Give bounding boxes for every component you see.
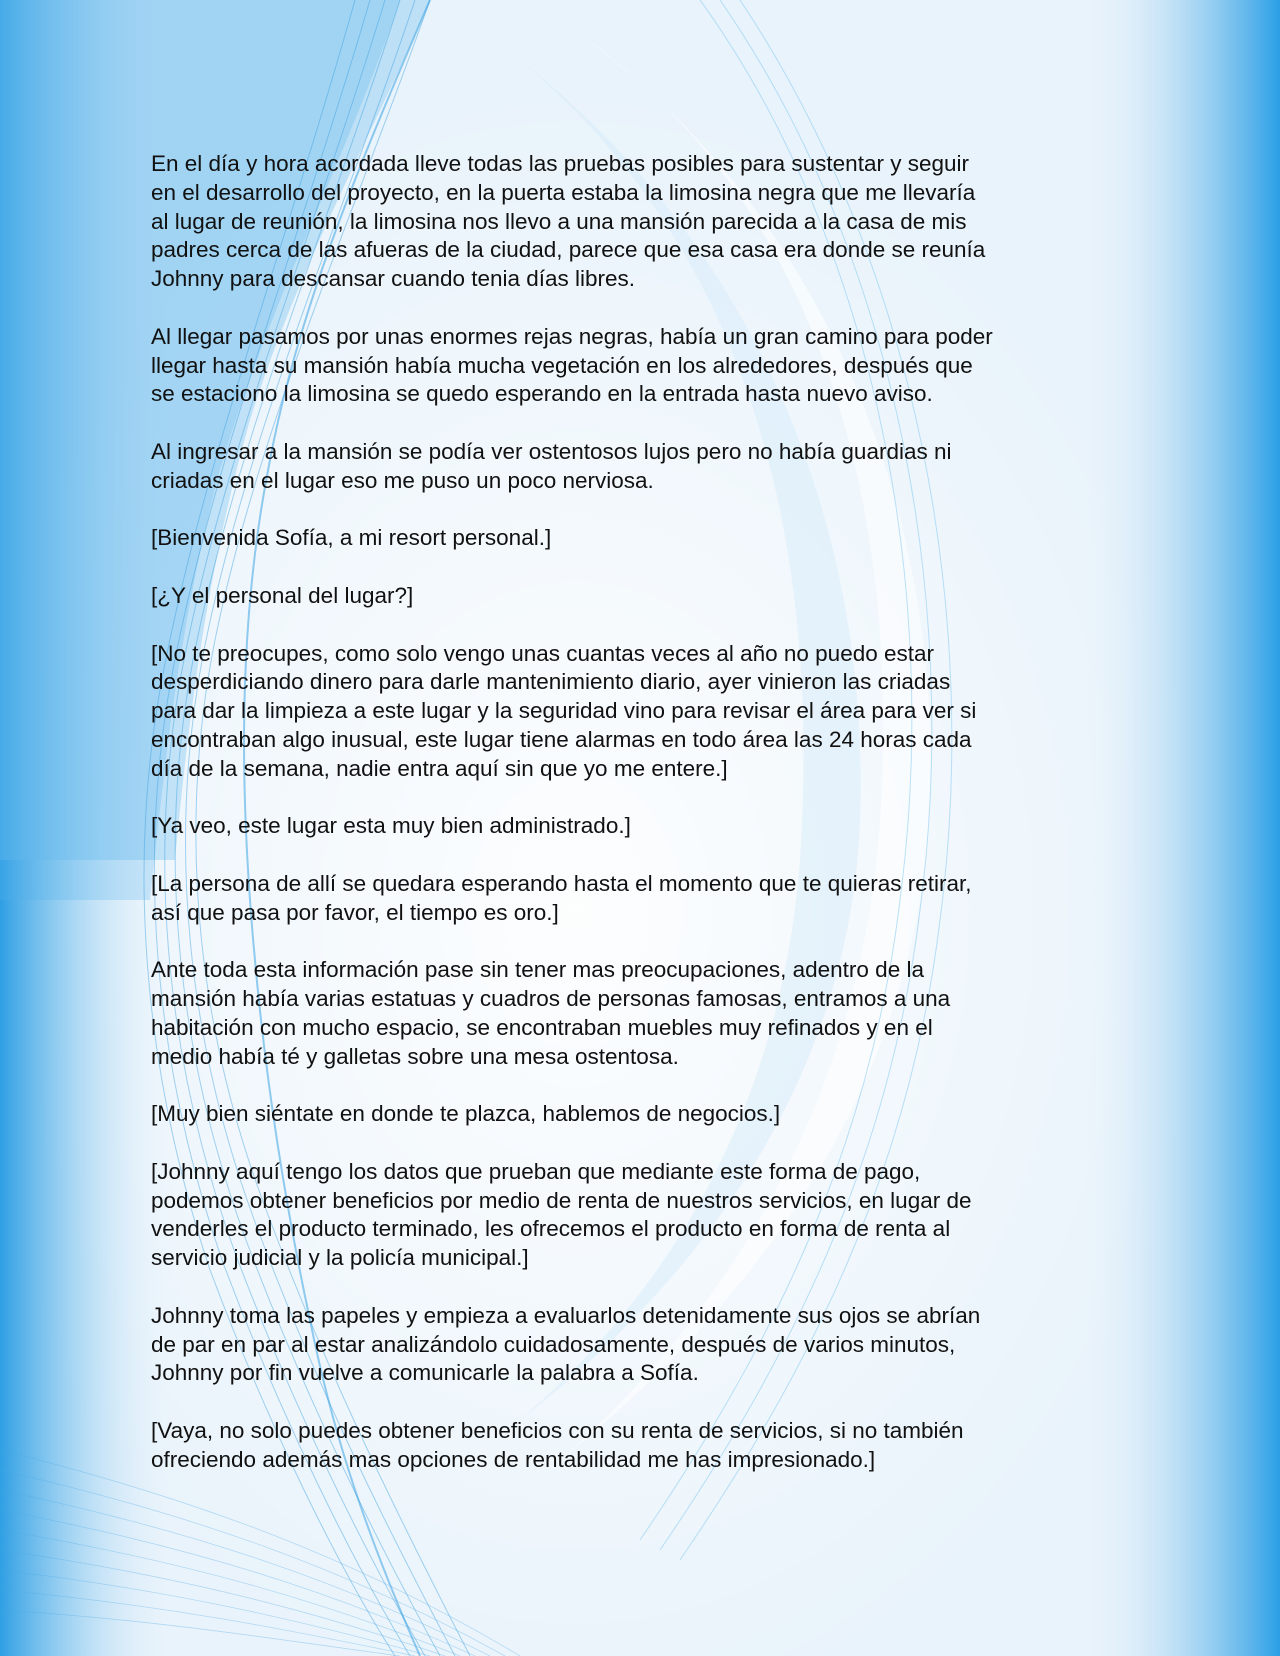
paragraph-mansion-interior: Ante toda esta información pase sin tener mas preocupaciones, adentro de la mansión había varias estatuas y cuadros de personas famosas, entramos a una habitación con mucho espacio, se encontraban muebles muy refinados y en el medio había té y galletas sobre una mesa ostentosa. bbox=[151, 957, 951, 1069]
dialogue-proposal: [Johnny aquí tengo los datos que prueban que mediante este forma de pago, podemos obtener beneficios por medio de renta de nuestros servicios, en lugar de venderles el producto terminado, les ofrecemos el producto en forma de renta al servicio judicial y la policía municipal.] bbox=[151, 1158, 972, 1271]
paragraph-1: En el día y hora acordada lleve todas las pruebas posibles para sustentar y seguir en el desarrollo del proyecto, en la puerta estaba la limosina negra que me llevaría al lugar de reunión, la limosina nos llevo a una mansión parecida a la casa de mis padres cerca de las afueras de la ciudad, parece que esa casa era donde se reunía Johnny para descansar cuando tenia días libres. bbox=[151, 151, 986, 292]
dialogue-staff-question: [¿Y el personal del lugar?] bbox=[151, 582, 414, 608]
dialogue-sit-down: [Muy bien siéntate en donde te plazca, hablemos de negocios.] bbox=[151, 1101, 781, 1127]
story-text bbox=[151, 150, 1101, 1503]
dialogue-impressed: [Vaya, no solo puedes obtener beneficios con su renta de servicios, si no también ofreciendo además mas opciones de rentabilidad me has impresionado.] bbox=[151, 1418, 964, 1472]
dialogue-staff-answer: [No te preocupes, como solo vengo unas cuantas veces al año no puedo estar desperdiciando dinero para darle mantenimiento diario, ayer vinieron las criadas para dar la limpieza a este lugar y la seguridad vino para revisar el área para ver si encontraban algo inusual, este lugar tiene alarmas en todo área las 24 horas cada día de la semana, nadie entra aquí sin que yo me entere.] bbox=[151, 640, 977, 781]
paragraph-3: Al ingresar a la mansión se podía ver ostentosos lujos pero no había guardias ni criadas en el lugar eso me puso un poco nerviosa. bbox=[151, 438, 952, 493]
dialogue-welcome: [Bienvenida Sofía, a mi resort personal.] bbox=[151, 525, 552, 551]
dialogue-well-managed: [Ya veo, este lugar esta muy bien administrado.] bbox=[151, 813, 631, 839]
paragraph-johnny-evaluates: Johnny toma las papeles y empieza a evaluarlos detenidamente sus ojos se abrían de par en par al estar analizándolo cuidadosamente, después de varios minutos, Johnny por fin vuelve a comunicarle la palabra a Sofía. bbox=[151, 1302, 981, 1386]
dialogue-time-is-gold: [La persona de allí se quedara esperando hasta el momento que te quieras retirar, así que pasa por favor, el tiempo es oro.] bbox=[151, 870, 972, 925]
paragraph-2: Al llegar pasamos por unas enormes rejas negras, había un gran camino para poder llegar hasta su mansión había mucha vegetación en los alrededores, después que se estaciono la limosina se quedo esperando en la entrada hasta nuevo aviso. bbox=[151, 323, 993, 407]
